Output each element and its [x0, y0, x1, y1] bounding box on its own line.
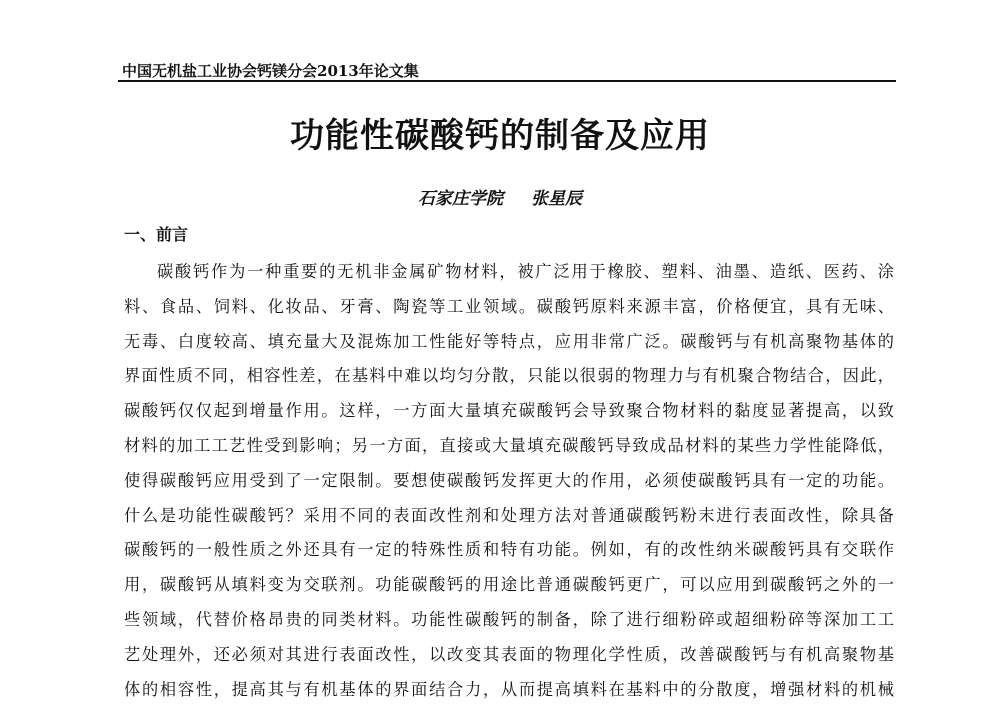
body-line: 艺处理外，还必须对其进行表面改性，以改变其表面的物理化学性质，改善碳酸钙与有机高聚物基	[124, 644, 894, 664]
body-line: 碳酸钙作为一种重要的无机非金属矿物材料，被广泛用于橡胶、塑料、油墨、造纸、医药、涂	[157, 262, 894, 281]
section-heading: 一、前言	[124, 225, 189, 244]
byline	[0, 184, 1000, 209]
body-line: 无毒、白度较高、填充量大及混炼加工性能好等特点，应用非常广泛。碳酸钙与有机高聚物基体的	[124, 331, 894, 351]
author-name: 张星辰	[531, 189, 582, 209]
body-line: 材料的加工工艺性受到影响；另一方面，直接或大量填充碳酸钙导致成品材料的某些力学性能降低，	[124, 435, 894, 455]
body-line: 界面性质不同，相容性差，在基料中难以均匀分散，只能以很弱的物理力与有机聚合物结合，因此，	[124, 366, 894, 386]
body-line: 使得碳酸钙应用受到了一定限制。要想使碳酸钙发挥更大的作用，必须使碳酸钙具有一定的功能。	[124, 470, 894, 490]
running-header: 中国无机盐工业协会钙镁分会2013年论文集	[122, 62, 419, 80]
body-line: 料、食品、饲料、化妆品、牙膏、陶瓷等工业领域。碳酸钙原料来源丰富，价格便宜，具有无味、	[124, 296, 894, 316]
body-line: 碳酸钙仅仅起到增量作用。这样，一方面大量填充碳酸钙会导致聚合物材料的黏度显著提高，以致	[124, 401, 894, 421]
author-affiliation: 石家庄学院	[418, 189, 503, 209]
body-line: 用，碳酸钙从填料变为交联剂。功能碳酸钙的用途比普通碳酸钙更广，可以应用到碳酸钙之外的一	[124, 575, 894, 595]
header-rule	[118, 80, 896, 82]
body-paragraph	[124, 255, 894, 707]
body-line: 什么是功能性碳酸钙？采用不同的表面改性剂和处理方法对普通碳酸钙粉末进行表面改性，除具备	[124, 505, 894, 525]
body-line: 些领域，代替价格昂贵的同类材料。功能性碳酸钙的制备，除了进行细粉碎或超细粉碎等深加工工	[124, 609, 894, 629]
body-line: 碳酸钙的一般性质之外还具有一定的特殊性质和特有功能。例如，有的改性纳米碳酸钙具有交联作	[124, 540, 894, 560]
article-title: 功能性碳酸钙的制备及应用	[290, 116, 710, 156]
body-line: 体的相容性，提高其与有机基体的界面结合力，从而提高填料在基料中的分散度，增强材料的机械	[124, 679, 894, 699]
